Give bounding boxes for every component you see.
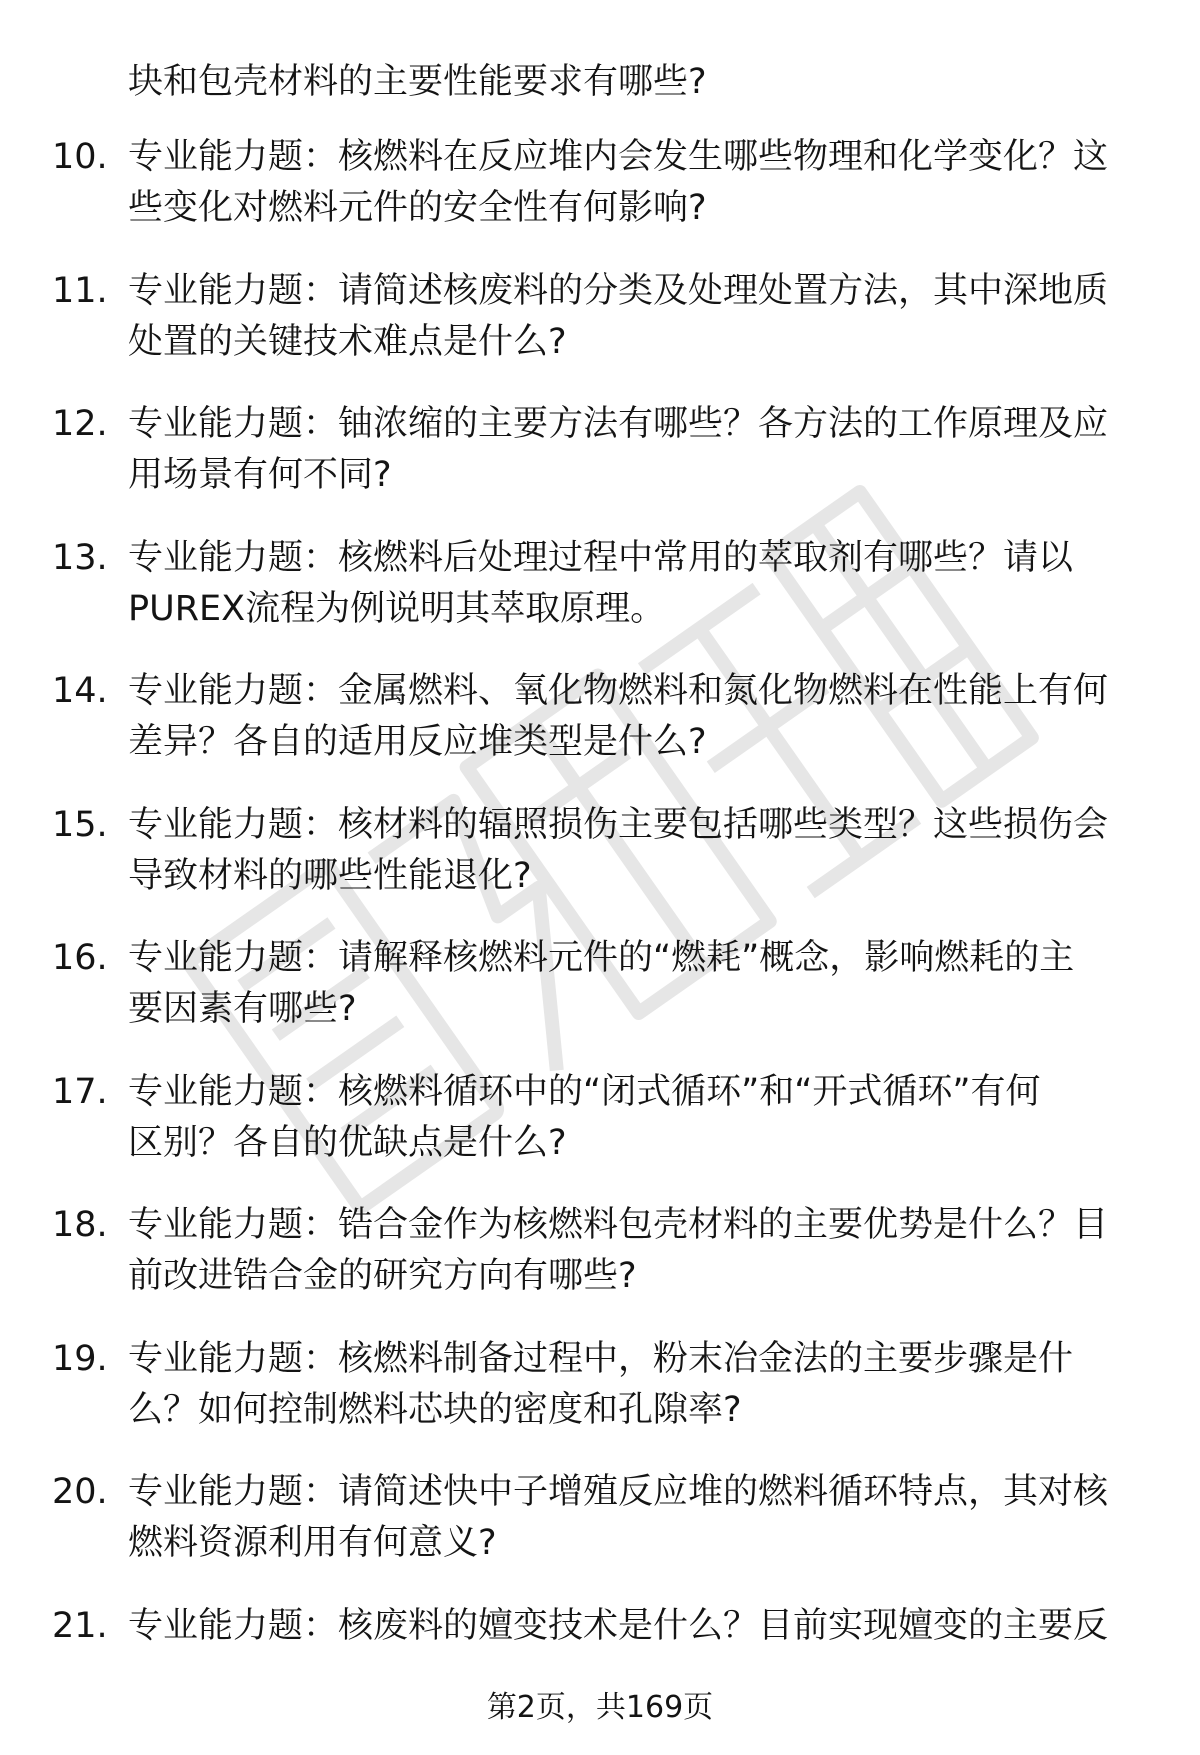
question-number: 11. xyxy=(52,270,108,311)
page-footer: 第2页，共169页 xyxy=(486,1690,714,1725)
question-number: 16. xyxy=(52,938,108,978)
question-text: 块和包壳材料的主要性能要求有哪些? xyxy=(128,62,707,102)
question-number: 19. xyxy=(52,1338,108,1379)
question-text: 要因素有哪些? xyxy=(128,989,357,1029)
question-text: 专业能力题：请解释核燃料元件的“燃耗”概念，影响燃耗的主 xyxy=(128,938,1075,978)
question-text: PUREX流程为例说明其萃取原理。 xyxy=(128,588,666,629)
question-number: 20. xyxy=(52,1472,108,1512)
question-text: 专业能力题：核燃料后处理过程中常用的萃取剂有哪些？请以 xyxy=(128,537,1074,578)
question-text: 专业能力题：核废料的嬗变技术是什么？目前实现嬗变的主要反 xyxy=(128,1605,1109,1646)
question-text: 些变化对燃料元件的安全性有何影响? xyxy=(128,188,707,228)
question-number: 10. xyxy=(52,137,108,177)
question-text: 差异？各自的适用反应堆类型是什么? xyxy=(128,722,707,762)
question-number: 13. xyxy=(52,537,108,578)
question-number: 12. xyxy=(52,404,108,444)
question-text: 专业能力题：核燃料循环中的“闭式循环”和“开式循环”有何 xyxy=(128,1071,1041,1112)
question-text: 专业能力题：铀浓缩的主要方法有哪些？各方法的工作原理及应 xyxy=(128,404,1109,444)
question-text: 用场景有何不同? xyxy=(128,455,392,495)
question-text: 专业能力题：锆合金作为核燃料包壳材料的主要优势是什么？目 xyxy=(128,1205,1109,1245)
question-text: 专业能力题：核材料的辐照损伤主要包括哪些类型？这些损伤会 xyxy=(128,804,1109,845)
question-text: 么？如何控制燃料芯块的密度和孔隙率? xyxy=(128,1389,742,1430)
question-number: 18. xyxy=(52,1205,108,1245)
question-text: 区别？各自的优缺点是什么? xyxy=(128,1122,567,1163)
question-text: 前改进锆合金的研究方向有哪些? xyxy=(128,1256,637,1296)
question-number: 17. xyxy=(52,1071,108,1112)
question-text: 专业能力题：请简述快中子增殖反应堆的燃料循环特点，其对核 xyxy=(128,1472,1109,1512)
question-text: 导致材料的哪些性能退化? xyxy=(128,855,532,896)
question-text: 专业能力题：请简述核废料的分类及处理处置方法，其中深地质 xyxy=(128,270,1109,311)
question-text: 专业能力题：核燃料制备过程中，粉末冶金法的主要步骤是什 xyxy=(128,1338,1074,1379)
question-number: 21. xyxy=(52,1605,108,1646)
question-number: 14. xyxy=(52,671,108,711)
question-number: 15. xyxy=(52,804,108,845)
question-text: 燃料资源利用有何意义? xyxy=(128,1523,497,1563)
question-text: 专业能力题：金属燃料、氧化物燃料和氮化物燃料在性能上有何 xyxy=(128,671,1109,711)
question-text: 专业能力题：核燃料在反应堆内会发生哪些物理和化学变化？这 xyxy=(128,137,1109,177)
question-text: 处置的关键技术难点是什么? xyxy=(128,321,567,362)
